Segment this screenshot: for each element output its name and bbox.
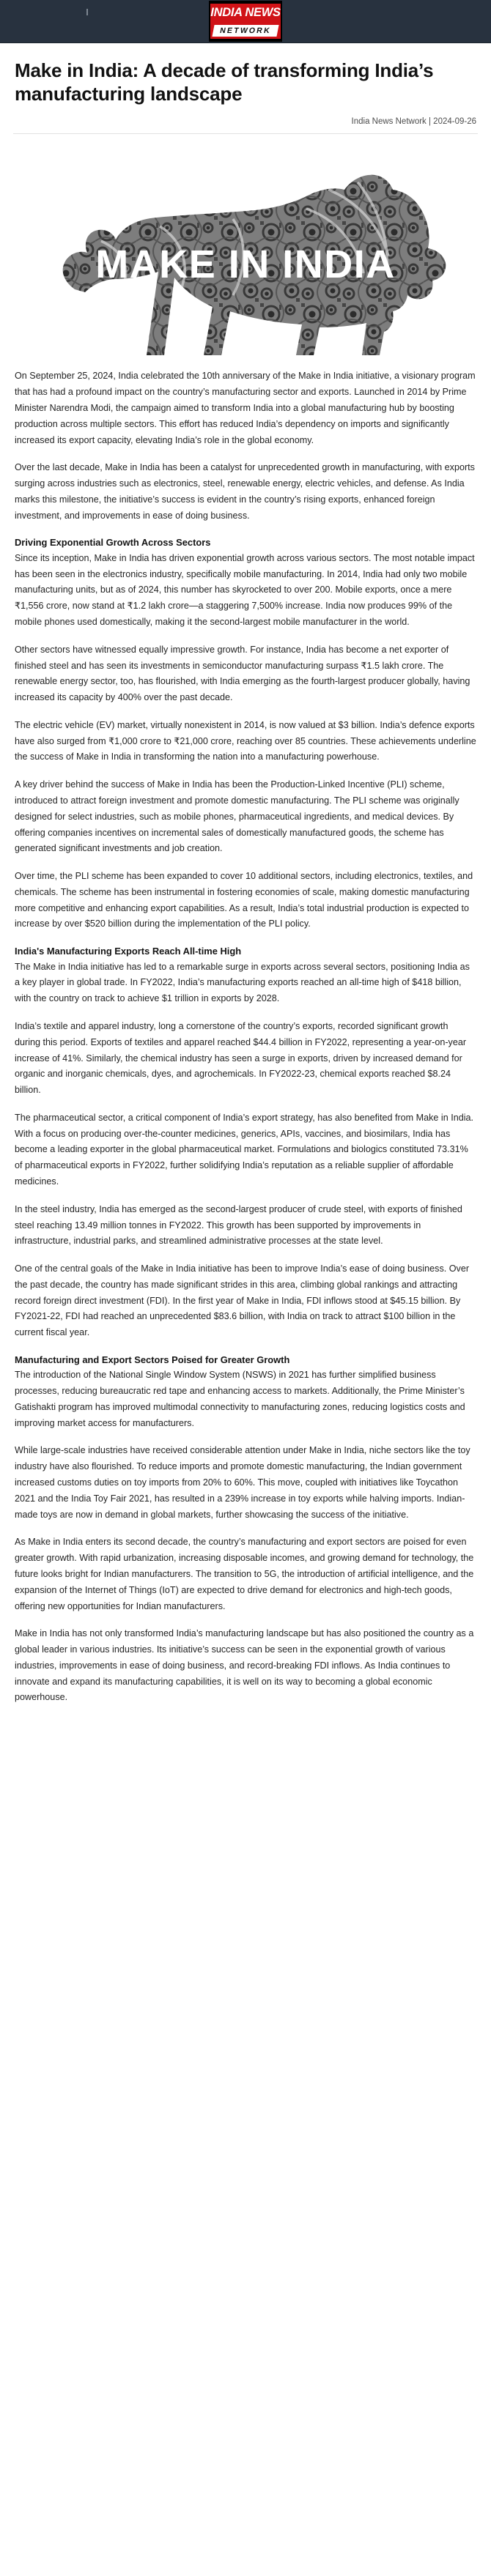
logo-secondary-band	[210, 22, 281, 39]
article-page	[0, 59, 491, 1732]
section-heading: India's Manufacturing Exports Reach All-time High	[15, 946, 242, 957]
article-paragraph: While large-scale industries have received considerable attention under Make in India, niche sectors like the toy industry have also flourished. To reduce imports and promote domestic manufacturing, the Indian government increased customs duties on toy imports from 20% to 60%. This move, coupled with initiatives like Toycathon 2021 and the India Toy Fair 2021, has resulted in a 239% increase in toy exports while halving imports. Indian-made toys are now in demand in global markets, further showcasing the success of the initiative.	[15, 1445, 470, 1520]
article-paragraph: The electric vehicle (EV) market, virtually nonexistent in 2014, is now valued at $3 billion. India’s defence exports have also surged from ₹1,000 crore to ₹21,000 crore, reaching over 85 countries. These achievements underline the success of Make in India in transforming the nation into a manufacturing powerhouse.	[15, 719, 476, 762]
article-byline: India News Network | 2024-09-26	[351, 117, 476, 127]
article-paragraph: The Make in India initiative has led to a remarkable surge in exports across several sectors, positioning India as a key player in global trade. In FY2022, India’s manufacturing exports reached an all-time high of $418 billion, with the country on track to achieve $1 trillion in exports by 2028.	[15, 961, 470, 1004]
article-paragraph: Over time, the PLI scheme has been expanded to cover 10 additional sectors, including electronics, textiles, and chemicals. The scheme has been instrumental in fostering economies of scale, making domestic manufacturing more competitive and enhancing export capabilities. As a result, India’s total industrial production is expected to increase by over $520 billion during the implementation of the PLI policy.	[15, 871, 473, 929]
site-header	[0, 0, 491, 43]
article-paragraph: Since its inception, Make in India has driven exponential growth across various sectors. The most notable impact has been seen in the electronics industry, specifically mobile manufacturing. In 2014, India had only two mobile manufacturing units, but as of 2024, this number has skyrocketed to over 200. Mobile exports, once a mere ₹1,556 crore, now stand at ₹1.2 lakh crore—a staggering 7,500% increase. India now produces 99% of the mobile phones used domestically, making it the second-largest mobile manufacturer in the world.	[15, 552, 475, 627]
logo-primary-text: INDIA NEWS	[210, 4, 281, 22]
article-paragraph: Over the last decade, Make in India has been a catalyst for unprecedented growth in manufacturing, with exports surging across industries such as electronics, steel, renewable energy, electric vehicles, and defense. As India marks this milestone, the initiative’s success is evident in the country’s rising exports, enhanced foreign investment, and improvements in ease of doing business.	[15, 462, 475, 521]
article-body	[13, 368, 478, 1706]
section-heading: Driving Exponential Growth Across Sectors	[15, 537, 211, 549]
article-paragraph: Make in India has not only transformed India’s manufacturing landscape but has also positioned the country as a global leader in various industries. Its initiative’s success can be seen in the exponential growth of various industries, improvements in ease of doing business, and record-breaking FDI inflows. As India continues to innovate and expand its manufacturing capabilities, it is well on its way to becoming a global economic powerhouse.	[15, 1628, 474, 1703]
article-paragraph: A key driver behind the success of Make in India has been the Production-Linked Incentive (PLI) scheme, introduced to attract foreign investment and promote domestic manufacturing. The PLI scheme was originally designed for select industries, such as mobile phones, pharmaceutical ingredients, and medical devices. By offering companies incentives on incremental sales of domestically manufactured goods, the scheme has generated significant investments and job creation.	[15, 779, 459, 854]
article-paragraph: On September 25, 2024, India celebrated the 10th anniversary of the Make in India initiative, a visionary program that has had a profound impact on the country’s manufacturing sector and exports. Launched in 2014 by Prime Minister Narendra Modi, the campaign aimed to transform India into a global manufacturing hub by boosting production across multiple sectors. This effort has reduced India’s dependency on imports and significantly increased its export capacity, elevating India’s role in the global economy.	[15, 371, 476, 445]
page-bottom-spacer	[13, 1718, 478, 1732]
byline-divider	[13, 133, 478, 134]
article-paragraph: The pharmaceutical sector, a critical component of India’s export strategy, has also benefited from Make in India. With a focus on producing over-the-counter medicines, generics, APIs, vaccines, and biosimilars, India has become a leading exporter in the global pharmaceutical market. Formulations and biologics constituted 73.31% of pharmaceutical exports in FY2022, further solidifying India’s reputation as a reliable supplier of affordable medicines.	[15, 1112, 474, 1187]
section-heading: Manufacturing and Export Sectors Poised for Greater Growth	[15, 1354, 290, 1365]
hero-image	[13, 138, 478, 358]
article-paragraph: As Make in India enters its second decade, the country’s manufacturing and export sectors are poised for even greater growth. With rapid urbanization, increasing disposable incomes, and growing demand for technology, the future looks bright for Indian manufacturers. The transition to 5G, the introduction of artificial intelligence, and the expansion of the Internet of Things (IoT) are expected to drive demand for electronics and high-tech goods, offering new opportunities for Indian manufacturers.	[15, 1537, 474, 1611]
article-paragraph: India’s textile and apparel industry, long a cornerstone of the country’s exports, recorded significant growth during this period. Exports of textiles and apparel reached $44.4 billion in FY2022, representing a year-on-year increase of 41%. Similarly, the chemical industry has seen a surge in exports, driven by increased demand for organic and inorganic chemicals, dyes, and agrochemicals. In FY2022-23, chemical exports reached $8.24 billion.	[15, 1020, 467, 1096]
article-paragraph: In the steel industry, India has emerged as the second-largest producer of crude steel, with exports of finished steel reaching 13.49 million tonnes in FY2022. This growth has been supported by improvements in infrastructure, industrial parks, and streamlined administrative processes at the state level.	[15, 1203, 462, 1247]
article-paragraph: Other sectors have witnessed equally impressive growth. For instance, India has become a net exporter of finished steel and has seen its investments in semiconductor manufacturing surpass ₹1.5 lakh crore. The renewable energy sector, too, has flourished, with India emerging as the fourth-largest producer globally, having increased its capacity by 400% over the past decade.	[15, 644, 470, 703]
mouse-cursor	[86, 9, 88, 15]
logo-secondary-text: NETWORK	[212, 25, 278, 37]
hero-overlay-text: MAKE IN INDIA	[95, 242, 396, 287]
article-paragraph: The introduction of the National Single Window System (NSWS) in 2021 has further simplified business processes, reducing bureaucratic red tape and enhancing access to markets. Additionally, the Prime Minister’s Gatishakti program has improved multimodal connectivity to manufacturing zones, reducing logistics costs and improving market access for manufacturers.	[15, 1370, 465, 1428]
article-paragraph: One of the central goals of the Make in India initiative has been to improve India’s ease of doing business. Over the past decade, the country has made significant strides in this area, climbing global rankings and attracting record foreign direct investment (FDI). In the first year of Make in India, FDI inflows stood at $45.15 billion. By FY2021-22, FDI had reached an unprecedented $83.6 billion, with India on track to attract $100 billion in the current fiscal year.	[15, 1263, 470, 1338]
page-title: Make in India: A decade of transforming India’s manufacturing landscape	[15, 59, 434, 105]
site-logo[interactable]	[209, 1, 282, 42]
